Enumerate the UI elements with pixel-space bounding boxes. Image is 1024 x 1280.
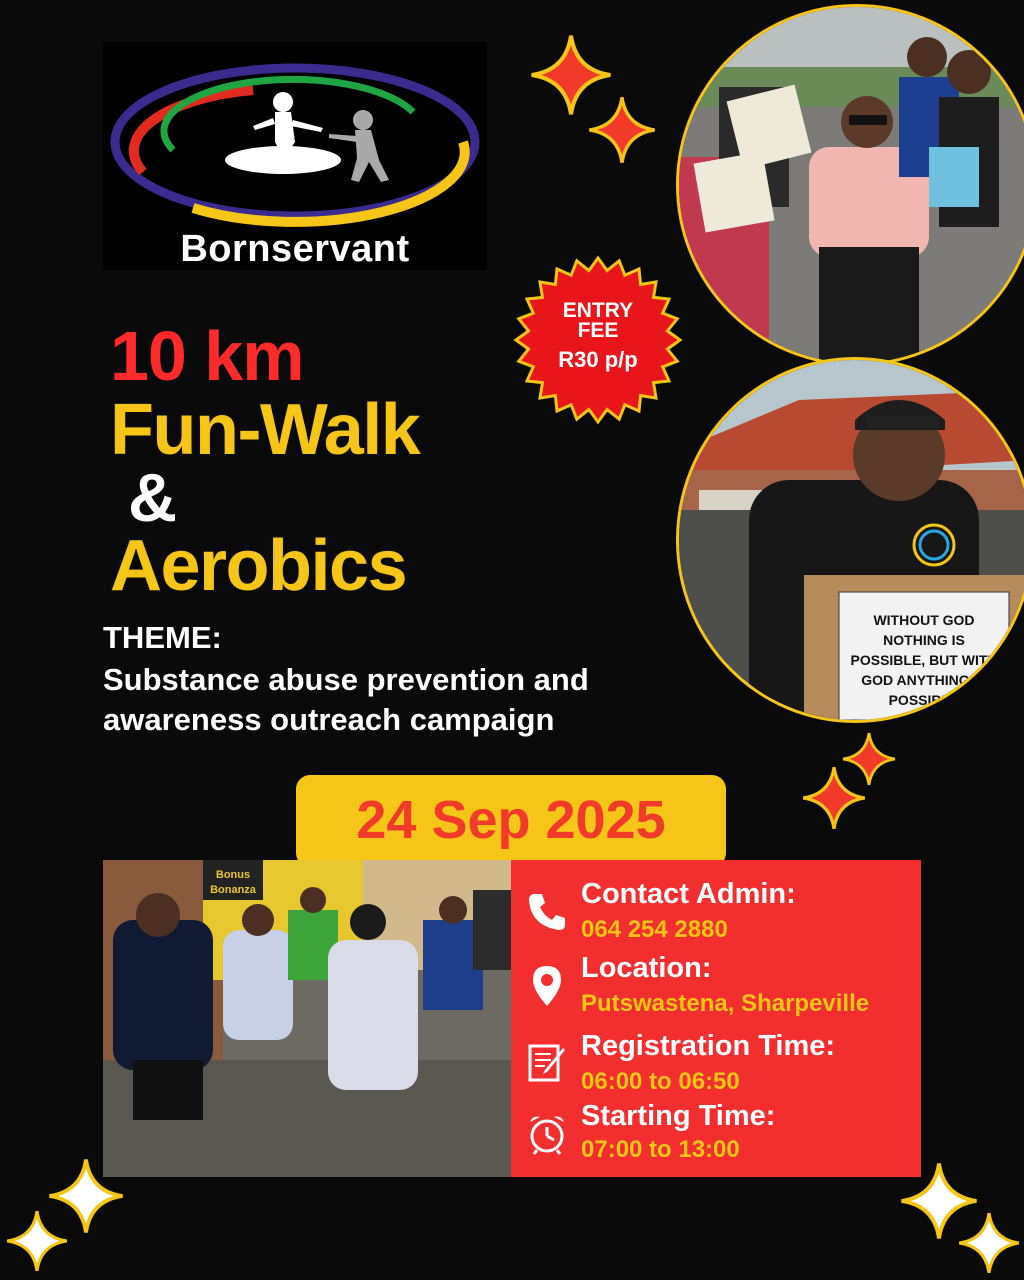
entry-fee-line2: FEE — [577, 319, 619, 342]
sparkle-icon — [6, 1210, 68, 1272]
starting-time: 07:00 to 13:00 — [581, 1136, 740, 1163]
sparkle-icon — [588, 96, 656, 164]
contact-phone: 064 254 2880 — [581, 916, 728, 943]
svg-text:POSSIBLE: POSSIBLE — [888, 692, 960, 708]
headline-fun-walk: Fun-Walk — [110, 390, 420, 470]
headline-distance: 10 km — [110, 317, 304, 395]
location-pin-icon — [525, 964, 569, 1008]
headline-aerobics: Aerobics — [110, 526, 407, 606]
registration-time: 06:00 to 06:50 — [581, 1068, 740, 1095]
event-info-panel — [511, 860, 921, 1177]
entry-fee-badge — [513, 255, 683, 425]
event-date: 24 Sep 2025 — [356, 790, 666, 850]
entry-fee-amount: R30 p/p — [558, 347, 638, 372]
form-pen-icon — [525, 1040, 569, 1084]
theme-label: THEME: — [103, 620, 222, 655]
theme-text: Substance abuse prevention and awareness outreach campaign — [103, 662, 589, 737]
brand-name: Bornservant — [180, 228, 410, 270]
svg-text:NOTHING IS: NOTHING IS — [883, 632, 965, 648]
starting-label: Starting Time: — [581, 1100, 776, 1132]
walk-photo-circle — [676, 4, 1024, 366]
location-value: Putswastena, Sharpeville — [581, 990, 870, 1017]
svg-text:WITHOUT GOD: WITHOUT GOD — [873, 612, 975, 628]
registration-label: Registration Time: — [581, 1030, 836, 1062]
phone-icon — [525, 890, 569, 934]
bornservant-logo — [103, 42, 487, 270]
alarm-clock-icon — [525, 1112, 569, 1156]
entry-fee-line1: ENTRY — [562, 299, 634, 322]
sparkle-icon — [802, 766, 866, 830]
aerobics-photo — [103, 860, 513, 1177]
man-with-sign-photo — [679, 360, 1024, 720]
walkers-photo — [679, 7, 1024, 363]
event-date-pill — [296, 775, 726, 867]
sparkle-icon — [958, 1212, 1020, 1274]
svg-text:GOD ANYTHING IS: GOD ANYTHING IS — [861, 672, 987, 688]
svg-text:Bonanza: Bonanza — [210, 884, 256, 896]
contact-label: Contact Admin: — [581, 878, 796, 910]
location-label: Location: — [581, 952, 712, 984]
svg-text:POSSIBLE, BUT WITH: POSSIBLE, BUT WITH — [850, 652, 998, 668]
man-sign-photo-circle — [676, 357, 1024, 723]
aerobics-group-photo — [103, 860, 513, 1177]
svg-text:Bonus: Bonus — [215, 869, 251, 881]
headline-ampersand: & — [128, 460, 178, 536]
